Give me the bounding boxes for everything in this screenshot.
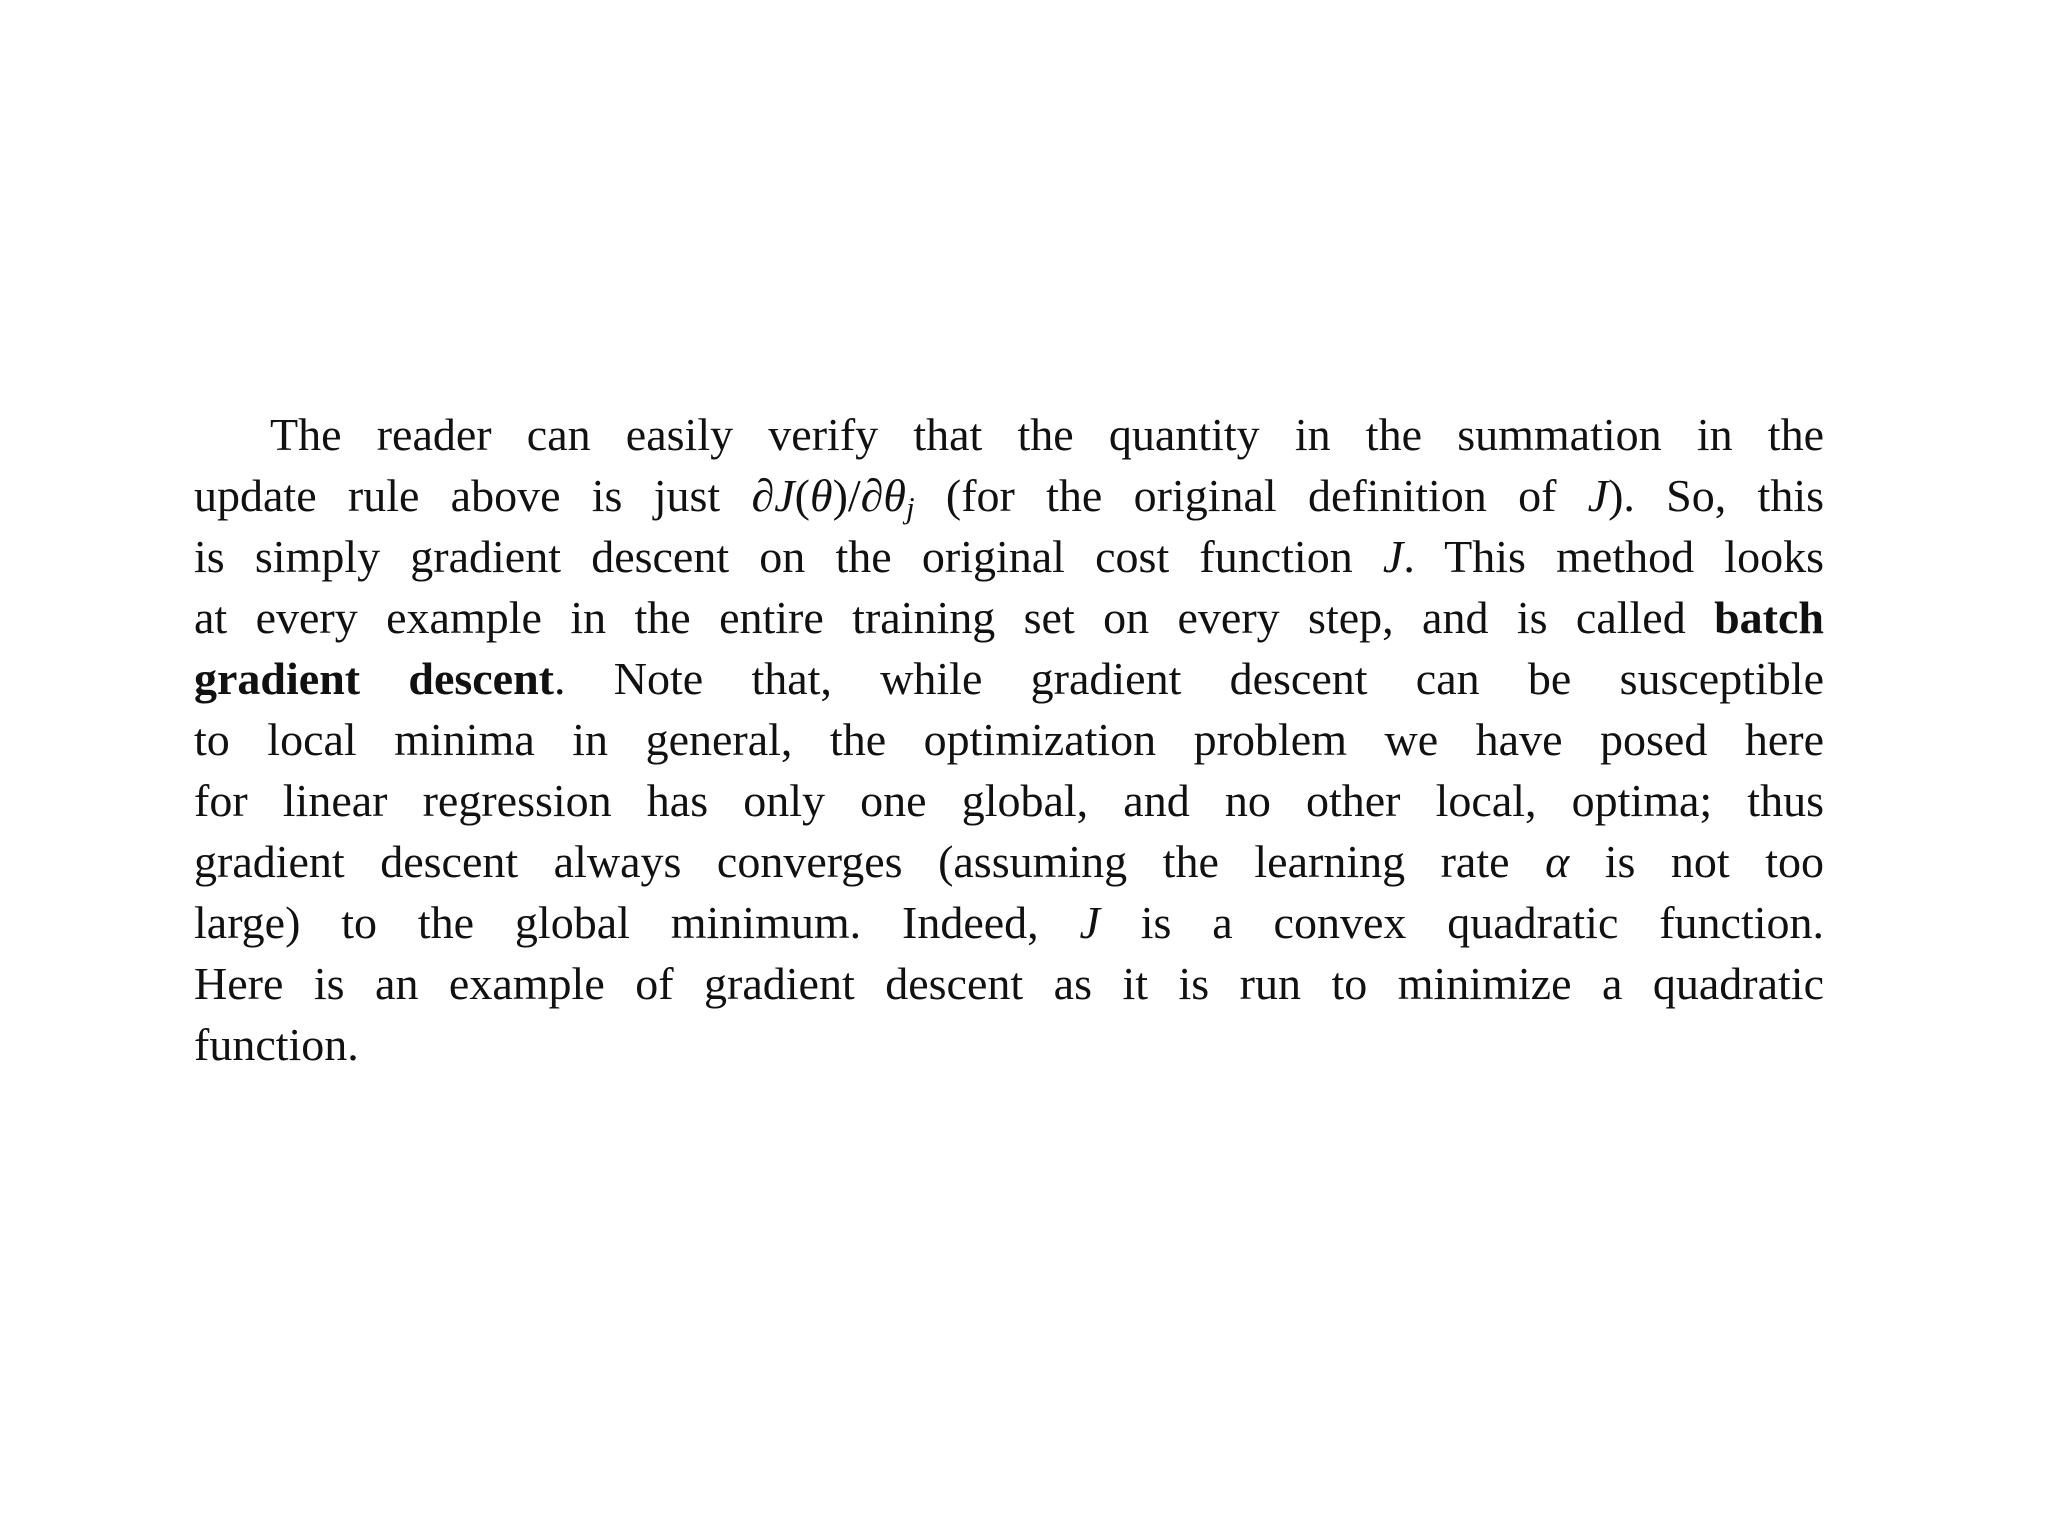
math-paren-close: ) xyxy=(832,470,848,521)
line3-post-text: . This method looks xyxy=(1403,531,1824,582)
math-slash-partial: /∂ xyxy=(847,470,884,521)
line2-pre-text: update rule above is just xyxy=(194,470,752,521)
text-line-2 xyxy=(194,465,1824,526)
text-line-7 xyxy=(194,770,1824,831)
text-line-10 xyxy=(194,953,1824,1014)
math-partial-j: ∂J xyxy=(751,470,795,521)
line9-pre-text: large) to the global minimum. Indeed, xyxy=(194,897,1080,948)
text-line-11 xyxy=(194,1014,1824,1075)
math-J-2: J xyxy=(1382,531,1404,582)
line4-pre-text: at every example in the entire training set on every step, and is called xyxy=(194,592,1715,643)
text-line-6 xyxy=(194,709,1824,770)
math-theta: θ xyxy=(809,470,833,521)
line1-text: The reader can easily verify that the quantity in the summation in the xyxy=(270,409,1824,460)
line11-text: function. xyxy=(194,1019,359,1070)
math-theta-j: θ xyxy=(883,470,907,521)
math-subscript-j: j xyxy=(906,490,915,525)
line2-mid-text: (for the original definition of xyxy=(914,470,1588,521)
text-line-9 xyxy=(194,892,1824,953)
line10-text: Here is an example of gradient descent as it is run to minimize a quadratic xyxy=(194,958,1824,1009)
text-line-4 xyxy=(194,587,1824,648)
math-alpha: α xyxy=(1545,836,1570,887)
line6-text: to local minima in general, the optimization problem we have posed here xyxy=(194,714,1824,765)
line8-post-text: is not too xyxy=(1569,836,1824,887)
bold-term-batch: batch xyxy=(1714,592,1824,643)
line8-pre-text: gradient descent always converges (assuming the learning rate xyxy=(194,836,1546,887)
text-line-5 xyxy=(194,648,1824,709)
bold-term-gradient-descent: gradient descent xyxy=(194,653,554,704)
text-line-8 xyxy=(194,831,1824,892)
line5-post-text: . Note that, while gradient descent can be susceptible xyxy=(554,653,1824,704)
math-J-1: J xyxy=(1587,470,1609,521)
line7-text: for linear regression has only one global, and no other local, optima; thus xyxy=(194,775,1824,826)
text-line-1 xyxy=(194,404,1824,465)
line2-post-text: ). So, this xyxy=(1608,470,1824,521)
line3-pre-text: is simply gradient descent on the original cost function xyxy=(194,531,1383,582)
text-line-3 xyxy=(194,526,1824,587)
math-paren-open: ( xyxy=(794,470,810,521)
line9-post-text: is a convex quadratic function. xyxy=(1099,897,1824,948)
math-J-3: J xyxy=(1079,897,1100,948)
body-paragraph xyxy=(194,404,1824,1075)
